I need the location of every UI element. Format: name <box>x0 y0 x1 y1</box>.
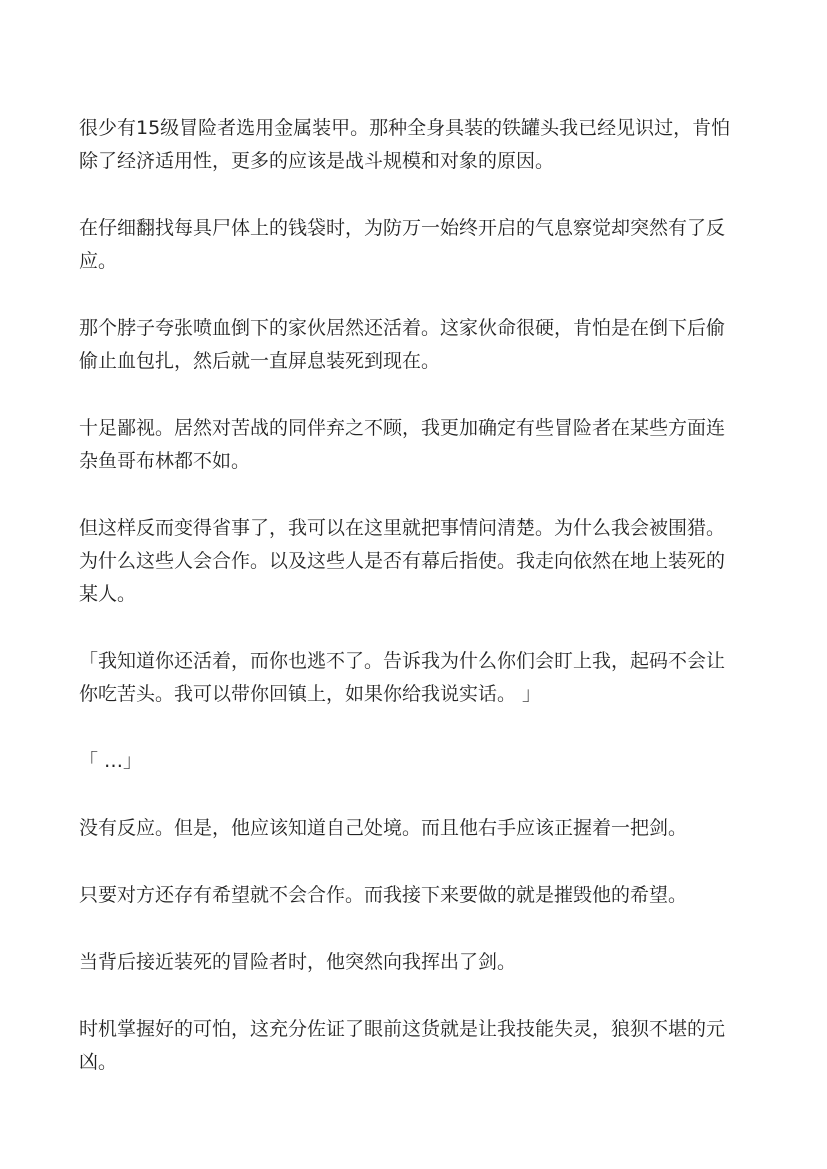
paragraph: 很少有15级冒险者选用金属装甲。那种全身具装的铁罐头我已经见识过，肯怕除了经济适用性，更多的应该是战斗规模和对象的原因。 <box>79 117 731 172</box>
paragraph: 十足鄙视。居然对苦战的同伴弃之不顾，我更加确定有些冒险者在某些方面连杂鱼哥布林都不如。 <box>79 417 726 472</box>
paragraph: 在仔细翻找每具尸体上的钱袋时，为防万一始终开启的气息察觉却突然有了反应。 <box>79 217 726 272</box>
dialogue-paragraph: 「 …」 <box>79 750 143 772</box>
paragraph: 当背后接近装死的冒险者时，他突然向我挥出了剑。 <box>79 951 517 973</box>
paragraph: 但这样反而变得省事了，我可以在这里就把事情问清楚。为什么我会被围猎。为什么这些人会合作。以及这些人是否有幕后指使。我走向依然在地上装死的某人。 <box>79 517 726 605</box>
document-body <box>79 112 739 1113</box>
paragraph: 没有反应。但是，他应该知道自己处境。而且他右手应该正握着一把剑。 <box>79 817 688 839</box>
dialogue-paragraph: 「我知道你还活着，而你也逃不了。告诉我为什么你们会盯上我，起码不会让你吃苦头。我可以带你回镇上，如果你给我说实话。 」 <box>79 650 726 705</box>
paragraph: 那个脖子夸张喷血倒下的家伙居然还活着。这家伙命很硬，肯怕是在倒下后偷偷止血包扎，然后就一直屏息装死到现在。 <box>79 317 726 372</box>
paragraph: 时机掌握好的可怕，这充分佐证了眼前这货就是让我技能失灵，狼狈不堪的元凶。 <box>79 1018 726 1073</box>
paragraph: 只要对方还存有希望就不会合作。而我接下来要做的就是摧毁他的希望。 <box>79 884 688 906</box>
